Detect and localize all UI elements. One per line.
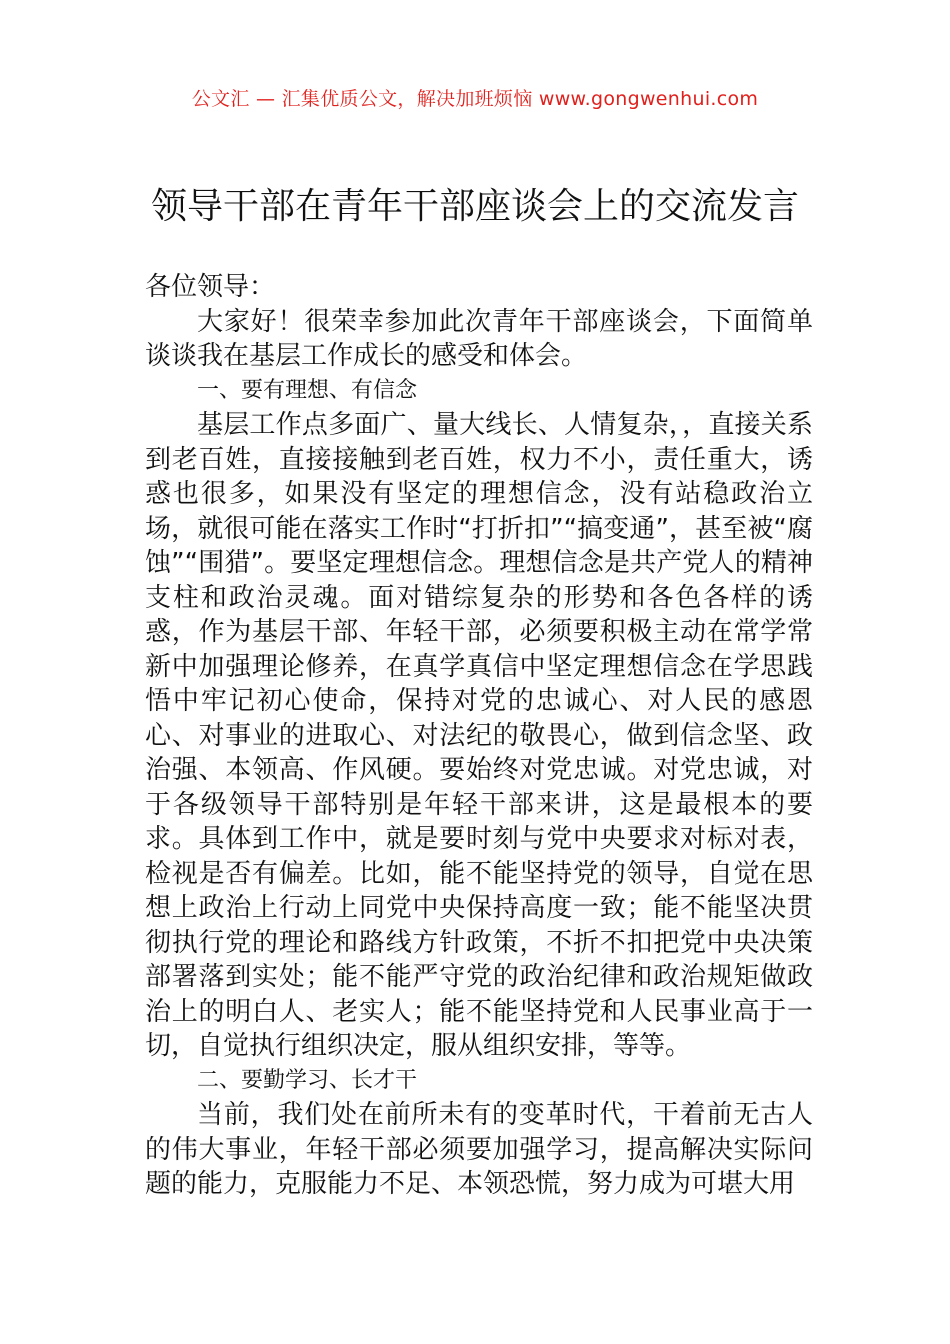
document-body [145,270,813,1202]
salutation: 各位领导： [145,272,276,302]
header-banner: 公文汇 — 汇集优质公文，解决加班烦恼 www.gongwenhui.com [191,88,759,110]
section-2-paragraph: 当前，我们处在前所未有的变革时代，干着前无古人的伟大事业，年轻干部必须要加强学习，提高解决实际问题的能力，克服能力不足、本领恐慌，努力成为可堪大用 [145,1100,813,1199]
section-1-heading: 一、要有理想、有信念 [197,377,418,403]
section-1-paragraph: 基层工作点多面广、量大线长、人情复杂，，直接关系到老百姓，直接接触到老百姓，权力不小，责任重大，诱惑也很多，如果没有坚定的理想信念，没有站稳政治立场，就很可能在落实工作时“打折扣”“搞变通”，甚至被“腐蚀”“围猎”。要坚定理想信念。理想信念是共产党人的精神支柱和政治灵魂。面对错综复杂的形势和各色各样的诱惑，作为基层干部、年轻干部，必须要积极主动在常学常新中加强理论修养，在真学真信中坚定理想信念在学思践悟中牢记初心使命，保持对党的忠诚心、对人民的感恩心、对事业的进取心、对法纪的敬畏心，做到信念坚、政治强、本领高、作风硬。要始终对党忠诚。对党忠诚，对于各级领导干部特别是年轻干部来讲，这是最根本的要求。具体到工作中，就是要时刻与党中央要求对标对表，检视是否有偏差。比如，能不能坚持党的领导，自觉在思想上政治上行动上同党中央保持高度一致；能不能坚决贯彻执行党的理论和路线方针政策，不折不扣把党中央决策部署落到实处；能不能严守党的政治纪律和政治规矩做政治上的明白人、老实人；能不能坚持党和人民事业高于一切，自觉执行组织决定，服从组织安排，等等。 [145,410,813,1061]
section-2-heading: 二、要勤学习、长才干 [197,1067,418,1093]
intro-paragraph: 大家好！很荣幸参加此次青年干部座谈会，下面简单谈谈我在基层工作成长的感受和体会。 [145,306,813,371]
document-title: 领导干部在青年干部座谈会上的交流发言 [150,186,799,227]
